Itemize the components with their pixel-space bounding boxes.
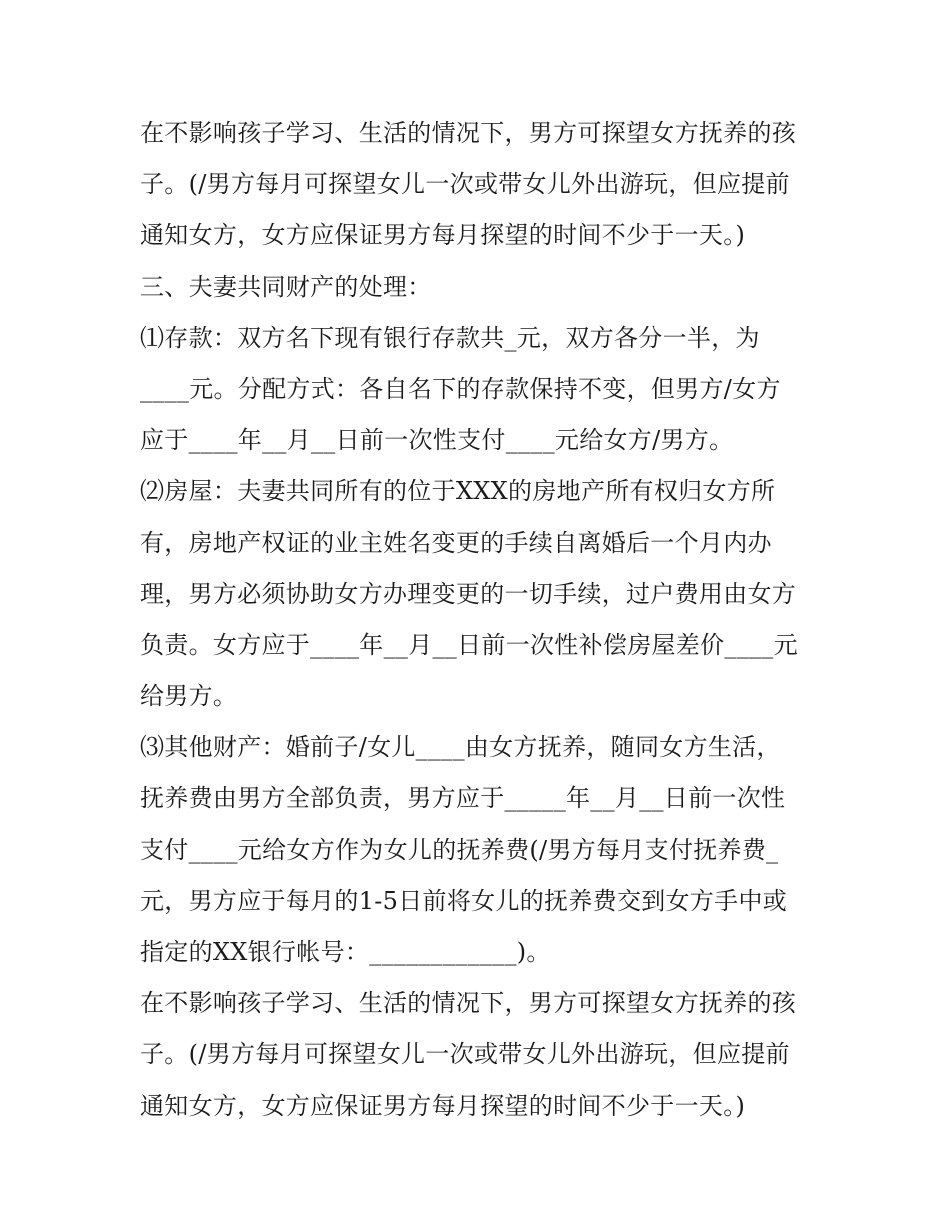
text-line: 负责。女方应于____年__月__日前一次性补偿房屋差价____元 <box>140 630 798 659</box>
text-line: 应于____年__月__日前一次性支付____元给女方/男方。 <box>140 426 734 455</box>
text-line: ⑴存款：双方名下现有银行存款共_元，双方各分一半，为 <box>140 323 760 352</box>
text-line: 元，男方应于每月的1-5日前将女儿的抚养费交到女方手中或 <box>140 886 788 915</box>
text-line: 给男方。 <box>140 682 238 711</box>
text-line: 有，房地产权证的业主姓名变更的手续自离婚后一个月内办 <box>140 528 772 557</box>
text-line: ⑵房屋：夫妻共同所有的位于XXX的房地产所有权归女方所 <box>140 477 776 506</box>
text-line: 理，男方必须协助女方办理变更的一切手续，过户费用由女方 <box>140 579 797 608</box>
document-body <box>140 108 820 1132</box>
text-line: 指定的XX银行帐号：____________)。 <box>140 938 551 966</box>
text-line: 在不影响孩子学习、生活的情况下，男方可探望女方抚养的孩 <box>140 989 797 1018</box>
text-line: 通知女方，女方应保证男方每月探望的时间不少于一天。) <box>140 221 746 250</box>
text-line: 抚养费由男方全部负责，男方应于_____年__月__日前一次性 <box>140 784 786 813</box>
text-line: 通知女方，女方应保证男方每月探望的时间不少于一天。) <box>140 1091 746 1120</box>
text-line: 子。(/男方每月可探望女儿一次或带女儿外出游玩，但应提前 <box>140 1040 790 1069</box>
text-line: 子。(/男方每月可探望女儿一次或带女儿外出游玩，但应提前 <box>140 170 790 199</box>
text-line: ⑶其他财产：婚前子/女儿____由女方抚养，随同女方生活， <box>140 733 781 762</box>
text-line: ____元。分配方式：各自名下的存款保持不变，但男方/女方 <box>140 374 781 403</box>
text-line: 在不影响孩子学习、生活的情况下，男方可探望女方抚养的孩 <box>140 119 797 147</box>
text-line: 支付____元给女方作为女儿的抚养费(/男方每月支付抚养费_ <box>140 835 779 864</box>
section-heading: 三、夫妻共同财产的处理： <box>140 272 432 301</box>
